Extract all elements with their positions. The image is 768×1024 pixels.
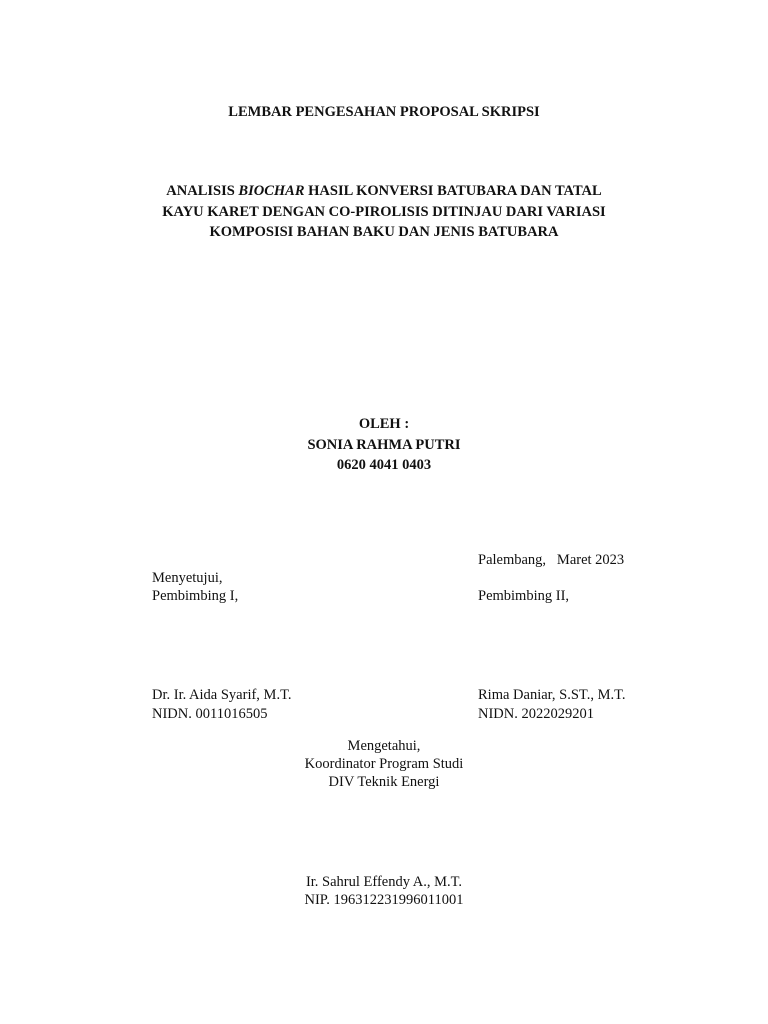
approval-label: Menyetujui, <box>152 570 223 586</box>
acknowledgement-label: Mengetahui, <box>347 738 421 754</box>
advisor1-id: NIDN. 0011016505 <box>152 706 268 722</box>
program-name: DIV Teknik Energi <box>328 774 440 790</box>
author-student-id: 0620 4041 0403 <box>336 457 432 473</box>
thesis-title-line-3: KOMPOSISI BAHAN BAKU DAN JENIS BATUBARA <box>209 224 559 240</box>
sheet-title: LEMBAR PENGESAHAN PROPOSAL SKRIPSI <box>228 104 540 120</box>
thesis-title-line-1-prefix: ANALISIS <box>166 183 239 199</box>
advisor1-role: Pembimbing I, <box>152 588 239 604</box>
coordinator-name: Ir. Sahrul Effendy A., M.T. <box>305 874 463 890</box>
place-date: Palembang, Maret 2023 <box>478 552 625 568</box>
coordinator-signature-block <box>0 873 768 909</box>
advisor2-name: Rima Daniar, S.ST., M.T. <box>478 687 626 703</box>
advisor1-name: Dr. Ir. Aida Syarif, M.T. <box>152 687 292 703</box>
author-name: SONIA RAHMA PUTRI <box>307 436 461 453</box>
thesis-title <box>0 181 768 243</box>
advisor2-role: Pembimbing II, <box>478 588 570 604</box>
author-block <box>0 414 768 476</box>
advisor2-id: NIDN. 2022029201 <box>478 706 594 722</box>
thesis-title-line-2: KAYU KARET DENGAN CO-PIROLISIS DITINJAU DARI VARIASI <box>162 203 606 220</box>
coordinator-position: Koordinator Program Studi <box>304 756 464 772</box>
thesis-title-italic-term: BIOCHAR <box>238 183 305 199</box>
acknowledgement-block <box>0 737 768 791</box>
thesis-title-line-1 <box>0 181 768 202</box>
by-label: OLEH : <box>358 416 410 432</box>
coordinator-id: NIP. 196312231996011001 <box>304 892 464 908</box>
thesis-title-line-1-suffix: HASIL KONVERSI BATUBARA DAN TATAL <box>304 183 602 199</box>
